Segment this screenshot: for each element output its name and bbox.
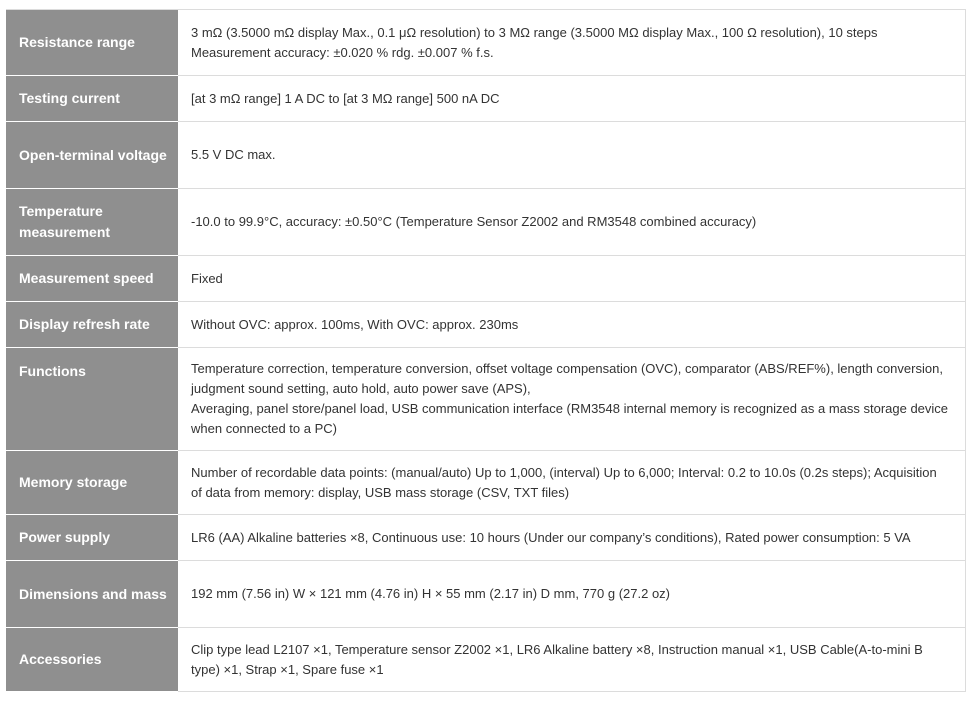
- spec-value: [178, 256, 965, 302]
- spec-value: [178, 302, 965, 348]
- spec-value-line: Temperature correction, temperature conversion, offset voltage compensation (OVC), comparator (ABS/REF%), length conversion, judgment sound setting, auto hold, auto power save (APS),: [191, 361, 943, 396]
- spec-value: [178, 515, 965, 561]
- spec-value-line: Averaging, panel store/panel load, USB communication interface (RM3548 internal memory is recognized as a mass storage device when connected to a PC): [191, 401, 949, 436]
- spec-row-open-terminal-voltage: [6, 122, 965, 189]
- spec-label: Testing current: [6, 76, 178, 122]
- spec-value: [178, 628, 965, 692]
- spec-label: Dimensions and mass: [6, 561, 178, 628]
- spec-label: Functions: [6, 348, 178, 451]
- spec-row-power-supply: [6, 515, 965, 561]
- spec-value: [178, 76, 965, 122]
- spec-row-resistance-range: [6, 10, 965, 76]
- spec-value-line: Number of recordable data points: (manual/auto) Up to 1,000, (interval) Up to 6,000; Interval: 0.2 to 10.0s (0.2s steps); Acquisition of data from memory: display, USB mass storage (CSV, TXT files): [191, 464, 937, 500]
- spec-row-testing-current: [6, 76, 965, 122]
- specifications-table: [6, 9, 966, 692]
- spec-label: Measurement speed: [6, 256, 178, 302]
- spec-value: [178, 10, 965, 76]
- spec-label: Memory storage: [6, 451, 178, 515]
- spec-value-line: Fixed: [191, 270, 223, 286]
- spec-label: Resistance range: [6, 10, 178, 76]
- spec-label: Display refresh rate: [6, 302, 178, 348]
- spec-value-line: 5.5 V DC max.: [191, 147, 276, 162]
- spec-value: [178, 189, 965, 256]
- spec-value-line: [at 3 mΩ range] 1 A DC to [at 3 MΩ range] 500 nA DC: [191, 90, 500, 106]
- spec-label: Temperature measurement: [6, 189, 178, 256]
- spec-value: [178, 561, 965, 628]
- spec-value-line: Clip type lead L2107 ×1, Temperature sensor Z2002 ×1, LR6 Alkaline battery ×8, Instruction manual ×1, USB Cable(A-to-mini B type) ×1, Strap ×1, Spare fuse ×1: [191, 641, 923, 677]
- spec-value: [178, 348, 965, 451]
- spec-value-line: Measurement accuracy: ±0.020 % rdg. ±0.007 % f.s.: [191, 44, 494, 60]
- spec-value-line: LR6 (AA) Alkaline batteries ×8, Continuous use: 10 hours (Under our company’s conditions), Rated power consumption: 5 VA: [191, 529, 911, 545]
- spec-row-memory-storage: [6, 451, 965, 515]
- spec-row-measurement-speed: [6, 256, 965, 302]
- spec-value-line: 192 mm (7.56 in) W × 121 mm (4.76 in) H × 55 mm (2.17 in) D mm, 770 g (27.2 oz): [191, 586, 671, 601]
- spec-value-line: Without OVC: approx. 100ms, With OVC: approx. 230ms: [191, 316, 519, 332]
- spec-label: Open-terminal voltage: [6, 122, 178, 189]
- spec-value: [178, 122, 965, 189]
- spec-value-line: 3 mΩ (3.5000 mΩ display Max., 0.1 μΩ resolution) to 3 MΩ range (3.5000 MΩ display Max., 100 Ω resolution), 10 steps: [191, 24, 878, 40]
- spec-label: Power supply: [6, 515, 178, 561]
- spec-row-dimensions-and-mass: [6, 561, 965, 628]
- spec-row-functions: [6, 348, 965, 451]
- spec-value: [178, 451, 965, 515]
- specifications-body: [6, 10, 965, 692]
- spec-row-display-refresh-rate: [6, 302, 965, 348]
- spec-row-temperature-measurement: [6, 189, 965, 256]
- spec-label: Accessories: [6, 628, 178, 692]
- spec-row-accessories: [6, 628, 965, 692]
- spec-value-line: -10.0 to 99.9°C, accuracy: ±0.50°C (Temperature Sensor Z2002 and RM3548 combined accuracy): [191, 214, 757, 229]
